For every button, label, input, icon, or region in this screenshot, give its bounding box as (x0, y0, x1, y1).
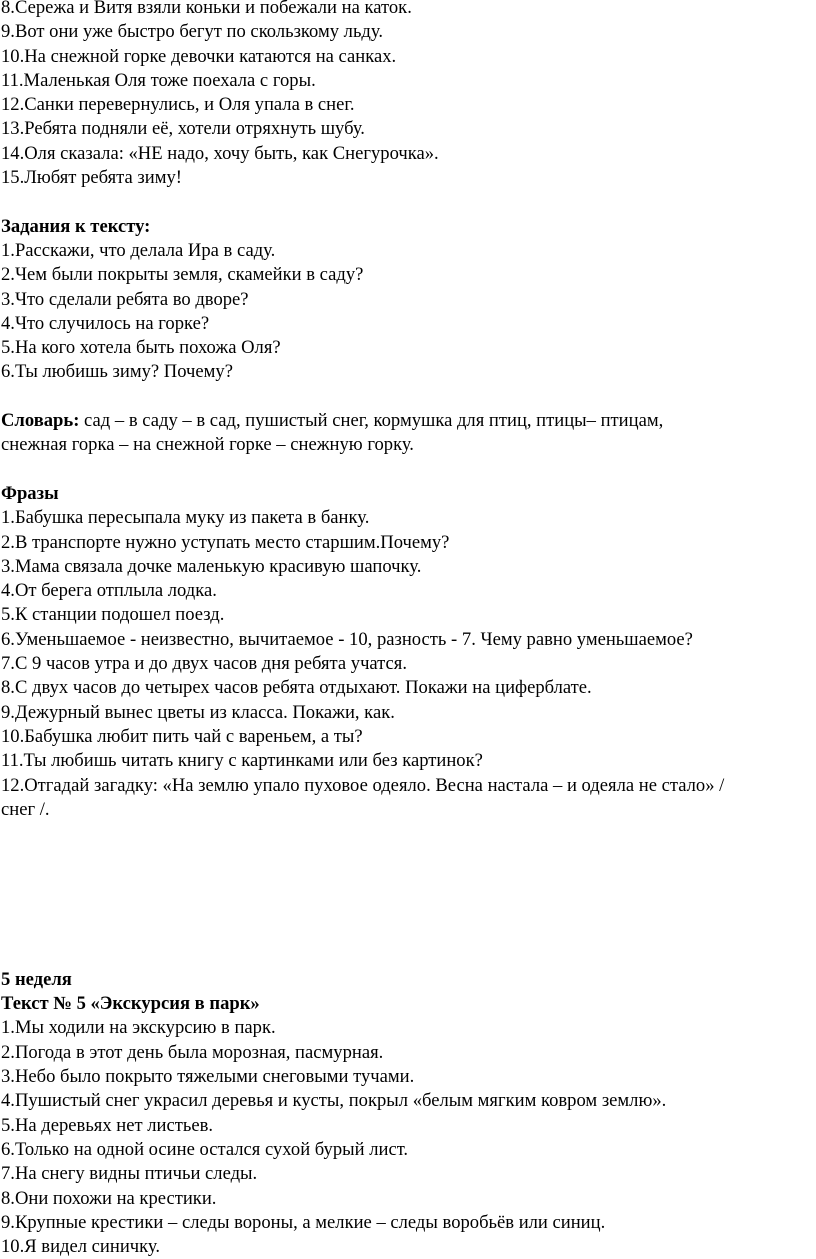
text-heading: Текст № 5 «Экскурсия в парк» (1, 993, 260, 1015)
vocabulary-section (1, 409, 813, 458)
story-line: 9.Вот они уже быстро бегут по скользкому льду. (1, 21, 383, 43)
vocabulary-text: сад – в саду – в сад, пушистый снег, кормушка для птиц, птицы– птицам, (79, 410, 664, 432)
task-item: 4.Что случилось на горке? (1, 312, 210, 334)
spacer (1, 895, 813, 919)
task-item: 1.Расскажи, что делала Ира в саду. (1, 239, 276, 261)
spacer (1, 385, 813, 409)
story-line: 15.Любят ребята зиму! (1, 167, 182, 189)
vocabulary-line-2: снежная горка – на снежной горке – снежную горку. (1, 434, 414, 456)
week-heading: 5 неделя (1, 968, 72, 990)
week5-item: 9.Крупные крестики – следы вороны, а мелкие – следы воробьёв или синиц. (1, 1211, 606, 1233)
story-line: 11.Маленькая Оля тоже поехала с горы. (1, 69, 316, 91)
phrase-item: 3.Мама связала дочке маленькую красивую шапочку. (1, 555, 422, 577)
spacer (1, 944, 813, 968)
riddle-line: 12.Отгадай загадку: «На землю упало пуховое одеяло. Весна настала – и одеяла не стало» / (1, 774, 725, 796)
task-item: 2.Чем были покрыты земля, скамейки в саду? (1, 264, 364, 286)
vocabulary-line (1, 409, 813, 433)
story-continued (1, 0, 813, 190)
story-line: 13.Ребята подняли её, хотели отряхнуть шубу. (1, 118, 365, 140)
phrase-item: 10.Бабушка любит пить чай с вареньем, а ты? (1, 725, 363, 747)
phrase-item: 11.Ты любишь читать книгу с картинками или без картинок? (1, 750, 483, 772)
week5-section (1, 968, 813, 1259)
riddle-answer: снег /. (1, 798, 50, 820)
phrase-item: 9.Дежурный вынес цветы из класса. Покажи, как. (1, 701, 395, 723)
spacer (1, 846, 813, 870)
spacer (1, 190, 813, 214)
phrase-item: 8.С двух часов до четырех часов ребята отдыхают. Покажи на циферблате. (1, 677, 592, 699)
phrase-item: 2.В транспорте нужно уступать место старшим.Почему? (1, 531, 450, 553)
phrases-section (1, 482, 813, 822)
phrase-item: 6.Уменьшаемое - неизвестно, вычитаемое - 10, разность - 7. Чему равно уменьшаемое? (1, 628, 693, 650)
week5-item: 10.Я видел синичку. (1, 1236, 160, 1258)
vocabulary-label: Словарь: (1, 410, 80, 432)
task-item: 6.Ты любишь зиму? Почему? (1, 361, 233, 383)
week5-item: 8.Они похожи на крестики. (1, 1187, 217, 1209)
phrase-item: 4.От берега отплыла лодка. (1, 580, 217, 602)
tasks-heading: Задания к тексту: (1, 215, 151, 237)
tasks-section (1, 215, 813, 385)
task-item: 3.Что сделали ребята во дворе? (1, 288, 249, 310)
week5-item: 4.Пушистый снег украсил деревья и кусты, покрыл «белым мягким ковром землю». (1, 1090, 667, 1112)
spacer (1, 871, 813, 895)
week5-item: 3.Небо было покрыто тяжелыми снеговыми тучами. (1, 1066, 415, 1088)
phrases-heading: Фразы (1, 482, 59, 504)
story-line: 8.Сережа и Витя взяли коньки и побежали на каток. (1, 0, 412, 18)
story-line: 12.Санки перевернулись, и Оля упала в снег. (1, 94, 355, 116)
week5-item: 2.Погода в этот день была морозная, пасмурная. (1, 1041, 384, 1063)
spacer (1, 822, 813, 846)
story-line: 10.На снежной горке девочки катаются на санках. (1, 45, 397, 67)
story-line: 14.Оля сказала: «НЕ надо, хочу быть, как Снегурочка». (1, 142, 439, 164)
task-item: 5.На кого хотела быть похожа Оля? (1, 337, 281, 359)
week5-item: 6.Только на одной осине остался сухой бурый лист. (1, 1138, 409, 1160)
phrase-item: 7.С 9 часов утра и до двух часов дня ребята учатся. (1, 653, 407, 675)
document-page (1, 0, 813, 1259)
phrase-item: 5.К станции подошел поезд. (1, 604, 225, 626)
spacer (1, 458, 813, 482)
spacer (1, 919, 813, 943)
week5-item: 7.На снегу видны птичьи следы. (1, 1163, 258, 1185)
week5-item: 5.На деревьях нет листьев. (1, 1114, 214, 1136)
phrase-item: 1.Бабушка пересыпала муку из пакета в банку. (1, 507, 370, 529)
week5-item: 1.Мы ходили на экскурсию в парк. (1, 1017, 276, 1039)
